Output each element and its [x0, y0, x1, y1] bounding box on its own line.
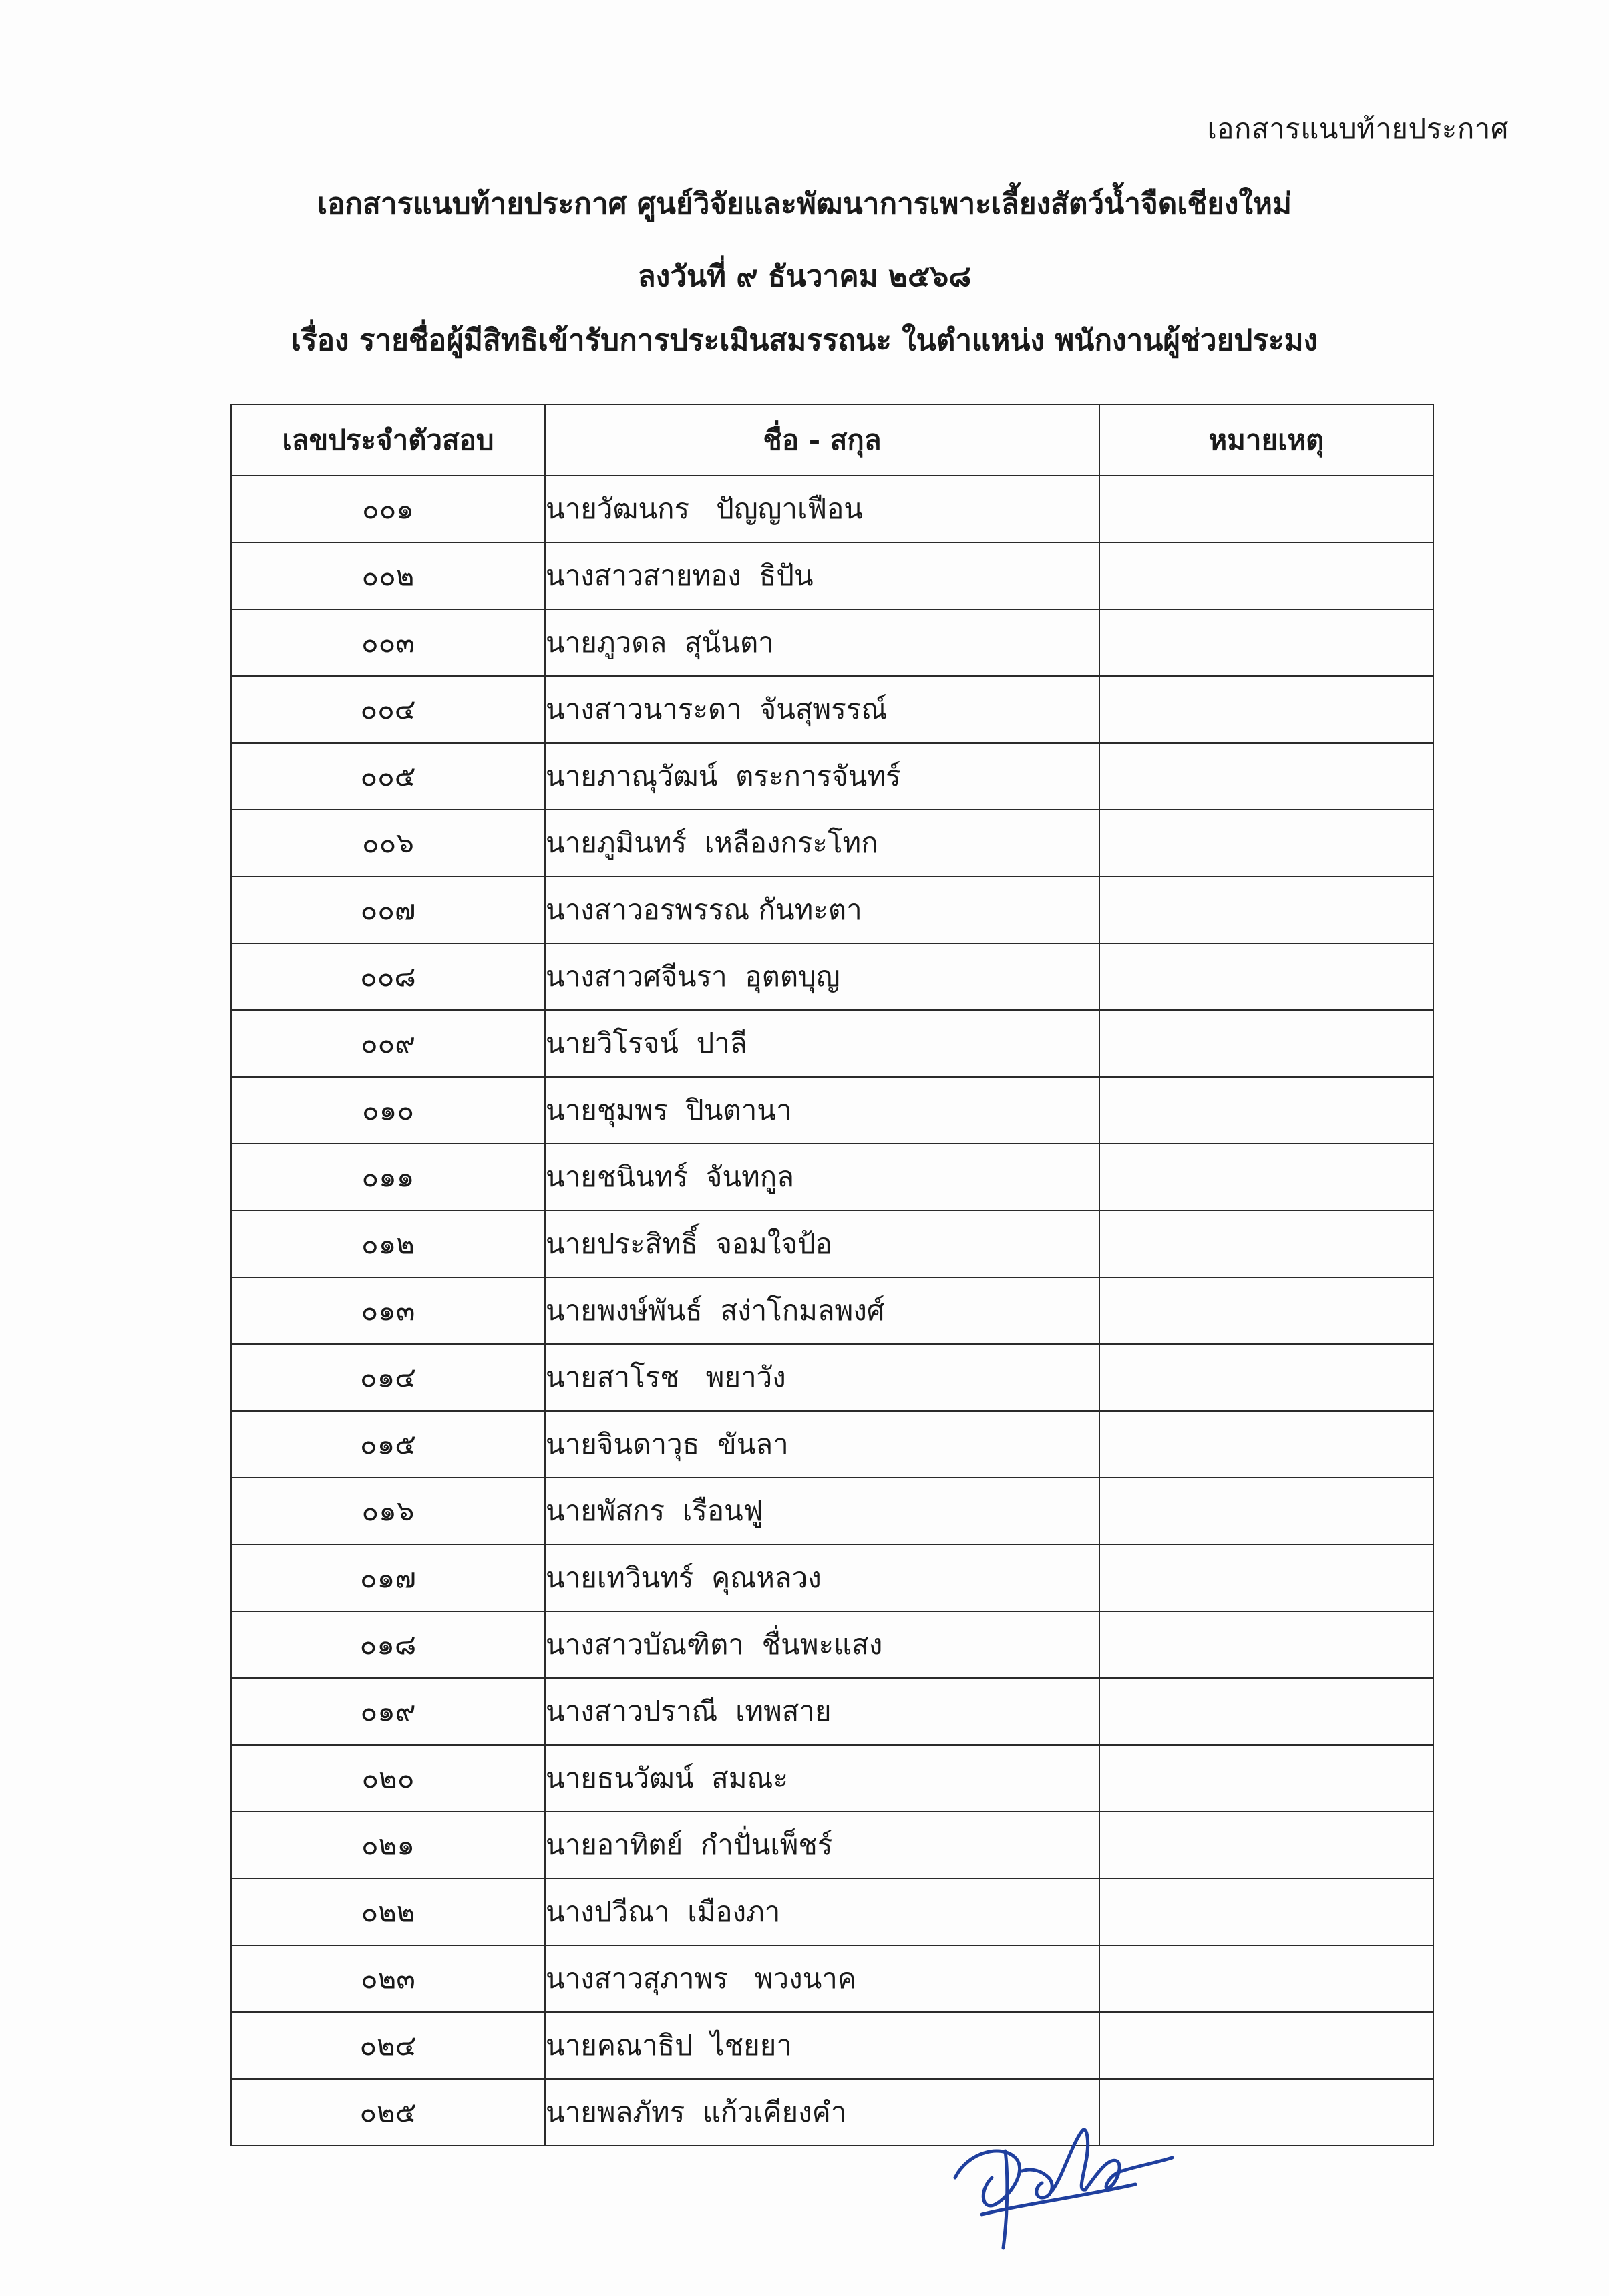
- full-name-cell: นายภาณุวัฒน์ ตระการจันทร์: [545, 743, 1099, 810]
- table-row: [231, 1812, 1433, 1878]
- remarks-cell: [1099, 743, 1433, 810]
- header-exam-id: เลขประจำตัวสอบ: [231, 405, 545, 476]
- remarks-cell: [1099, 1144, 1433, 1210]
- table-row: [231, 1344, 1433, 1411]
- table-body: [231, 476, 1433, 2146]
- table-row: [231, 542, 1433, 609]
- exam-id-cell: ๐๐๓: [231, 609, 545, 676]
- exam-id-cell: ๐๒๓: [231, 1945, 545, 2012]
- table-row: [231, 943, 1433, 1010]
- exam-id-cell: ๐๐๔: [231, 676, 545, 743]
- table-row: [231, 1478, 1433, 1544]
- full-name-cell: นายวิโรจน์ ปาลี: [545, 1010, 1099, 1077]
- remarks-cell: [1099, 810, 1433, 876]
- exam-id-cell: ๐๐๗: [231, 876, 545, 943]
- remarks-cell: [1099, 476, 1433, 542]
- full-name-cell: นางสาวอรพรรณ กันทะตา: [545, 876, 1099, 943]
- table-row: [231, 876, 1433, 943]
- full-name-cell: นางสาวปราณี เทพสาย: [545, 1678, 1099, 1745]
- table-row: [231, 676, 1433, 743]
- full-name-cell: นางสาวบัณฑิตา ชื่นพะแสง: [545, 1611, 1099, 1678]
- table-row: [231, 1210, 1433, 1277]
- exam-id-cell: ๐๑๒: [231, 1210, 545, 1277]
- remarks-cell: [1099, 1745, 1433, 1812]
- remarks-cell: [1099, 1544, 1433, 1611]
- table-row: [231, 476, 1433, 542]
- full-name-cell: นายพลภัทร แก้วเคียงคำ: [545, 2079, 1099, 2146]
- exam-id-cell: ๐๐๑: [231, 476, 545, 542]
- exam-id-cell: ๐๒๔: [231, 2012, 545, 2079]
- table-row: [231, 1878, 1433, 1945]
- header-full-name: ชื่อ - สกุล: [545, 405, 1099, 476]
- exam-id-cell: ๐๑๗: [231, 1544, 545, 1611]
- full-name-cell: นายภูวดล สุนันตา: [545, 609, 1099, 676]
- table-row: [231, 2012, 1433, 2079]
- remarks-cell: [1099, 1945, 1433, 2012]
- attachment-note: เอกสารแนบท้ายประกาศ: [1207, 112, 1509, 145]
- exam-id-cell: ๐๑๖: [231, 1478, 545, 1544]
- exam-id-cell: ๐๐๙: [231, 1010, 545, 1077]
- table-header-row: [231, 405, 1433, 476]
- table-row: [231, 1544, 1433, 1611]
- remarks-cell: [1099, 943, 1433, 1010]
- full-name-cell: นายสาโรช พยาวัง: [545, 1344, 1099, 1411]
- exam-id-cell: ๐๑๑: [231, 1144, 545, 1210]
- table-row: [231, 609, 1433, 676]
- table-row: [231, 1611, 1433, 1678]
- exam-id-cell: ๐๑๔: [231, 1344, 545, 1411]
- candidate-table: [230, 404, 1434, 2146]
- exam-id-cell: ๐๐๘: [231, 943, 545, 1010]
- remarks-cell: [1099, 542, 1433, 609]
- full-name-cell: นางสาวนาระดา จันสุพรรณ์: [545, 676, 1099, 743]
- remarks-cell: [1099, 2012, 1433, 2079]
- announcement-title: เอกสารแนบท้ายประกาศ ศูนย์วิจัยและพัฒนาการเพาะเลี้ยงสัตว์น้ำจืดเชียงใหม่: [317, 187, 1292, 221]
- full-name-cell: นายเทวินทร์ คุณหลวง: [545, 1544, 1099, 1611]
- announcement-date: ลงวันที่ ๙ ธันวาคม ๒๕๖๘: [637, 259, 972, 293]
- header-remarks: หมายเหตุ: [1099, 405, 1433, 476]
- table-row: [231, 1678, 1433, 1745]
- full-name-cell: นางปวีณา เมืองภา: [545, 1878, 1099, 1945]
- remarks-cell: [1099, 1411, 1433, 1478]
- full-name-cell: นายพงษ์พันธ์ สง่าโกมลพงศ์: [545, 1277, 1099, 1344]
- table-row: [231, 2079, 1433, 2146]
- remarks-cell: [1099, 609, 1433, 676]
- remarks-cell: [1099, 1878, 1433, 1945]
- exam-id-cell: ๐๑๐: [231, 1077, 545, 1144]
- full-name-cell: นายคณาธิป ไชยยา: [545, 2012, 1099, 2079]
- table-row: [231, 1411, 1433, 1478]
- remarks-cell: [1099, 1210, 1433, 1277]
- full-name-cell: นายภูมินทร์ เหลืองกระโทก: [545, 810, 1099, 876]
- full-name-cell: นายพัสกร เรือนฟู: [545, 1478, 1099, 1544]
- full-name-cell: นายวัฒนกร ปัญญาเฟือน: [545, 476, 1099, 542]
- exam-id-cell: ๐๐๕: [231, 743, 545, 810]
- remarks-cell: [1099, 1611, 1433, 1678]
- announcement-subject: เรื่อง รายชื่อผู้มีสิทธิเข้ารับการประเมินสมรรถนะ ในตำแหน่ง พนักงานผู้ช่วยประมง: [291, 323, 1318, 357]
- full-name-cell: นางสาวสุภาพร พวงนาค: [545, 1945, 1099, 2012]
- exam-id-cell: ๐๐๒: [231, 542, 545, 609]
- full-name-cell: นายประสิทธิ์ จอมใจป้อ: [545, 1210, 1099, 1277]
- remarks-cell: [1099, 876, 1433, 943]
- remarks-cell: [1099, 1010, 1433, 1077]
- table-row: [231, 1277, 1433, 1344]
- exam-id-cell: ๐๑๕: [231, 1411, 545, 1478]
- full-name-cell: นายธนวัฒน์ สมณะ: [545, 1745, 1099, 1812]
- full-name-cell: นางสาวศจีนรา อุตตบุญ: [545, 943, 1099, 1010]
- table-row: [231, 1945, 1433, 2012]
- exam-id-cell: ๐๑๙: [231, 1678, 545, 1745]
- full-name-cell: นายจินดาวุธ ขันลา: [545, 1411, 1099, 1478]
- full-name-cell: นายอาทิตย์ กำปั่นเพ็ชร์: [545, 1812, 1099, 1878]
- table-row: [231, 1144, 1433, 1210]
- remarks-cell: [1099, 676, 1433, 743]
- table-row: [231, 1745, 1433, 1812]
- table-row: [231, 810, 1433, 876]
- exam-id-cell: ๐๑๘: [231, 1611, 545, 1678]
- remarks-cell: [1099, 1678, 1433, 1745]
- remarks-cell: [1099, 1344, 1433, 1411]
- remarks-cell: [1099, 1277, 1433, 1344]
- remarks-cell: [1099, 1077, 1433, 1144]
- exam-id-cell: ๐๒๕: [231, 2079, 545, 2146]
- table-row: [231, 743, 1433, 810]
- remarks-cell: [1099, 1812, 1433, 1878]
- full-name-cell: นางสาวสายทอง ธิปัน: [545, 542, 1099, 609]
- exam-id-cell: ๐๐๖: [231, 810, 545, 876]
- signature: [942, 2104, 1182, 2258]
- table-row: [231, 1010, 1433, 1077]
- remarks-cell: [1099, 1478, 1433, 1544]
- exam-id-cell: ๐๒๐: [231, 1745, 545, 1812]
- full-name-cell: นายชุมพร ปินตานา: [545, 1077, 1099, 1144]
- exam-id-cell: ๐๑๓: [231, 1277, 545, 1344]
- table-row: [231, 1077, 1433, 1144]
- full-name-cell: นายชนินทร์ จันทกูล: [545, 1144, 1099, 1210]
- exam-id-cell: ๐๒๒: [231, 1878, 545, 1945]
- exam-id-cell: ๐๒๑: [231, 1812, 545, 1878]
